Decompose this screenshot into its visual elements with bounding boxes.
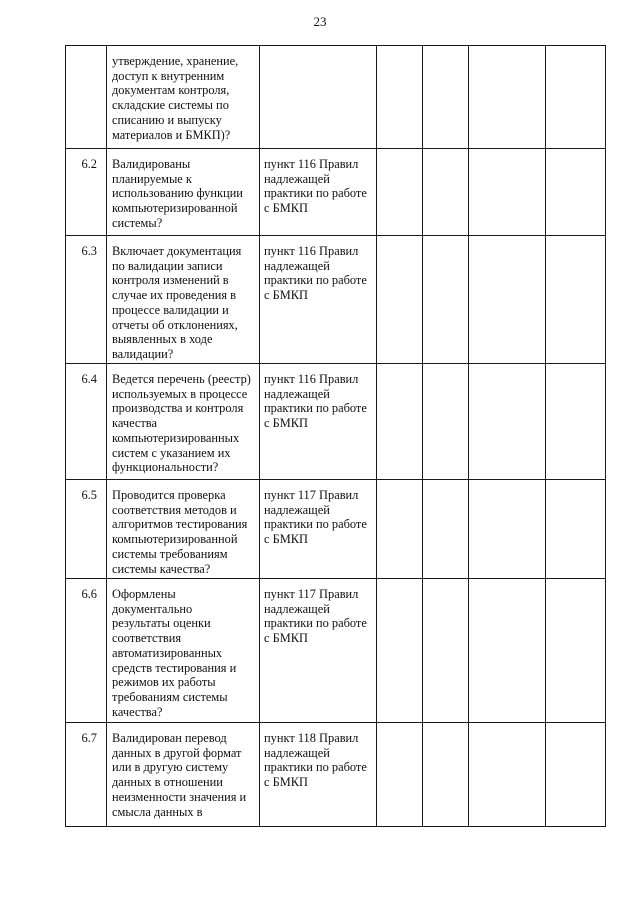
answer-yes-cell xyxy=(377,46,423,149)
answer-no-cell xyxy=(423,46,469,149)
item-number: 6.7 xyxy=(66,723,107,827)
not-applicable-cell xyxy=(469,236,546,364)
note-cell xyxy=(546,149,606,236)
checklist-table xyxy=(65,45,606,827)
question-text: утверждение, хранение, доступ к внутренним документам контроля, складские системы по списанию и выпуску материалов и БМКП)? xyxy=(107,46,260,149)
note-cell xyxy=(546,364,606,480)
answer-yes-cell xyxy=(377,364,423,480)
not-applicable-cell xyxy=(469,480,546,579)
table-row xyxy=(66,149,606,236)
note-cell xyxy=(546,723,606,827)
answer-no-cell xyxy=(423,364,469,480)
reference-text: пункт 117 Правил надлежащей практики по работе с БМКП xyxy=(260,579,377,723)
answer-yes-cell xyxy=(377,579,423,723)
answer-no-cell xyxy=(423,723,469,827)
note-cell xyxy=(546,480,606,579)
not-applicable-cell xyxy=(469,46,546,149)
reference-text: пункт 117 Правил надлежащей практики по работе с БМКП xyxy=(260,480,377,579)
note-cell xyxy=(546,46,606,149)
not-applicable-cell xyxy=(469,723,546,827)
question-text: Валидированы планируемые к использованию функции компьютеризированной системы? xyxy=(107,149,260,236)
reference-text: пункт 118 Правил надлежащей практики по работе с БМКП xyxy=(260,723,377,827)
note-cell xyxy=(546,579,606,723)
reference-text: пункт 116 Правил надлежащей практики по работе с БМКП xyxy=(260,149,377,236)
answer-yes-cell xyxy=(377,723,423,827)
note-cell xyxy=(546,236,606,364)
answer-no-cell xyxy=(423,236,469,364)
item-number: 6.6 xyxy=(66,579,107,723)
item-number: 6.3 xyxy=(66,236,107,364)
page-number: 23 xyxy=(313,14,327,29)
not-applicable-cell xyxy=(469,364,546,480)
not-applicable-cell xyxy=(469,149,546,236)
item-number: 6.2 xyxy=(66,149,107,236)
answer-no-cell xyxy=(423,149,469,236)
table-row xyxy=(66,723,606,827)
reference-text xyxy=(260,46,377,149)
answer-no-cell xyxy=(423,579,469,723)
table-row xyxy=(66,579,606,723)
question-text: Ведется перечень (реестр) используемых в процессе производства и контроля качества компьютеризированных систем с указанием их функциональности? xyxy=(107,364,260,480)
table-row xyxy=(66,480,606,579)
table-row xyxy=(66,46,606,149)
question-text: Проводится проверка соответствия методов и алгоритмов тестирования компьютеризированной системы требованиям системы качества? xyxy=(107,480,260,579)
answer-yes-cell xyxy=(377,480,423,579)
question-text: Включает документация по валидации записи контроля изменений в случае их проведения в процессе валидации и отчеты об отклонениях, выявленных в ходе валидации? xyxy=(107,236,260,364)
item-number xyxy=(66,46,107,149)
question-text: Валидирован перевод данных в другой формат или в другую систему данных в отношении неизменности значения и смысла данных в xyxy=(107,723,260,827)
item-number: 6.5 xyxy=(66,480,107,579)
reference-text: пункт 116 Правил надлежащей практики по работе с БМКП xyxy=(260,236,377,364)
answer-yes-cell xyxy=(377,149,423,236)
answer-no-cell xyxy=(423,480,469,579)
table-row xyxy=(66,236,606,364)
reference-text: пункт 116 Правил надлежащей практики по работе с БМКП xyxy=(260,364,377,480)
table-row xyxy=(66,364,606,480)
item-number: 6.4 xyxy=(66,364,107,480)
answer-yes-cell xyxy=(377,236,423,364)
question-text: Оформлены документально результаты оценки соответствия автоматизированных средств тестирования и режимов их работы требованиям системы качества? xyxy=(107,579,260,723)
not-applicable-cell xyxy=(469,579,546,723)
